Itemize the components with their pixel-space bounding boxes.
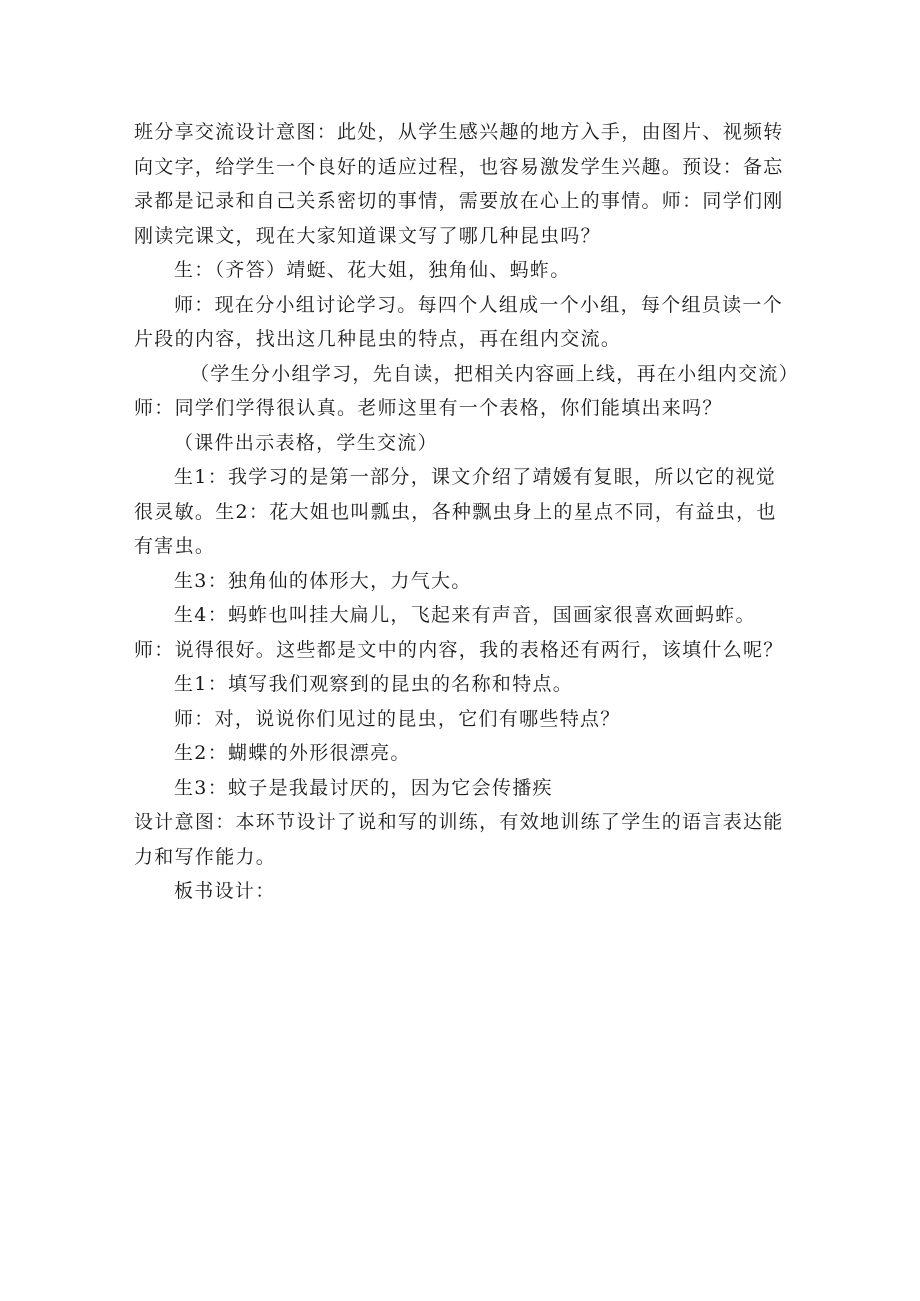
paragraph-student-3-mosquito: 生3：蚊子是我最讨厌的，因为它会传播疾 — [174, 776, 553, 799]
paragraph-group-study-note: （学生分小组学习，先自读，把相关内容画上线，再在小组内交流） — [190, 362, 800, 385]
document-body — [134, 115, 800, 909]
paragraph-teacher-question: 师：对，说说你们见过的昆虫，它们有哪些特点？ — [174, 707, 621, 730]
paragraph-student-1-2: 生1：我学习的是第一部分，课文介绍了靖媛有复眼，所以它的视觉很灵敏。生2：花大姐也叫瓢虫，各种飘虫身上的星点不同，有益虫，也有害虫。 — [134, 466, 777, 557]
paragraph-teacher-table: 师：同学们学得很认真。老师这里有一个表格，你们能填出来吗？ — [134, 397, 723, 419]
paragraph-teacher-group-task: 师：现在分小组讨论学习。每四个人组成一个小组，每个组员读一个片段的内容，找出这几种昆虫的特点，再在组内交流。 — [134, 293, 784, 350]
paragraph-design-intent-summary: 设计意图：本环节设计了说和写的训练，有效地训练了学生的语言表达能力和写作能力。 — [134, 811, 784, 868]
paragraph-student-2-butterfly: 生2：蝴蝶的外形很漂亮。 — [174, 742, 411, 764]
paragraph-student-4: 生4：蚂蚱也叫挂大扁儿，飞起来有声音，国画家很喜欢画蚂蚱。师：说得很好。这些都是文中的内容，我的表格还有两行，该填什么呢？ — [134, 604, 784, 661]
paragraph-design-intent-intro: 班分享交流设计意图：此处，从学生感兴趣的地方入手，由图片、视频转向文字，给学生一个良好的适应过程，也容易激发学生兴趣。预设：备忘录都是记录和自己关系密切的事情，需要放在心上的事情。师：同学们刚刚读完课文，现在大家知道课文写了哪几种昆虫吗？ — [134, 121, 784, 247]
paragraph-student-3: 生3：独角仙的体形大，力气大。 — [174, 569, 472, 592]
paragraph-student-1-fill: 生1：填写我们观察到的昆虫的名称和特点。 — [174, 673, 574, 695]
paragraph-student-answer: 生：（齐答）靖蜓、花大姐，独角仙、蚂蚱。 — [174, 259, 571, 281]
paragraph-board-design: 板书设计： — [174, 880, 276, 902]
paragraph-courseware-note: （课件出示表格，学生交流） — [174, 431, 438, 454]
